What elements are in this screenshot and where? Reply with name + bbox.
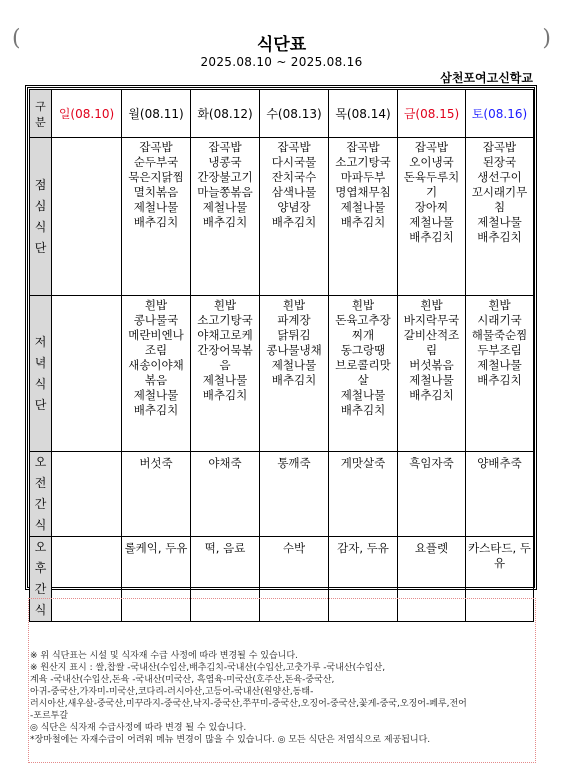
menu-cell-morning-snack-sat <box>466 452 534 537</box>
day-header-mon: 월(08.11) <box>122 90 191 138</box>
menu-item: 돈육두루치 <box>403 170 460 184</box>
menu-item: 제철나물 <box>133 200 179 214</box>
menu-item: 멸치볶음 <box>133 185 179 199</box>
menu-item: 음 <box>219 358 231 372</box>
menu-item: 돈육고추장 <box>335 313 391 327</box>
left-bracket-mark: ( <box>12 26 21 51</box>
menu-cell-dinner-mon <box>122 296 191 452</box>
menu-item: 새송이야채 <box>128 358 184 372</box>
menu-cell-morning-snack-mon <box>122 452 191 537</box>
menu-item: 오이냉국 <box>409 155 454 169</box>
notes-text <box>30 650 536 746</box>
menu-item: 감자, 두유 <box>337 541 389 555</box>
menu-item: 된장국 <box>482 155 517 169</box>
menu-item: 침 <box>493 200 506 214</box>
menu-item: 배추김치 <box>202 215 248 229</box>
menu-item: 버섯죽 <box>139 456 173 470</box>
menu-item: 흰밥 <box>213 298 237 312</box>
menu-cell-dinner-wed <box>260 296 329 452</box>
menu-item: 생선구이 <box>477 170 522 184</box>
menu-item: 두부조림 <box>477 343 522 357</box>
menu-item: 게맛살죽 <box>340 456 386 470</box>
menu-item: 콩나물국 <box>133 313 179 327</box>
menu-item: 조림 <box>144 343 168 357</box>
menu-cell-lunch-fri <box>398 138 466 296</box>
menu-cell-lunch-sun <box>52 138 122 296</box>
day-header-tue: 화(08.12) <box>191 90 260 138</box>
menu-item: 흰밥 <box>351 298 375 312</box>
menu-item: 간장불고기 <box>197 170 253 184</box>
menu-item: 배추김치 <box>477 373 522 387</box>
menu-table <box>29 89 534 622</box>
menu-item: 잡곡밥 <box>277 140 311 154</box>
right-bracket-mark: ) <box>542 26 551 51</box>
menu-item: 해물죽순찜 <box>471 328 528 342</box>
row-label-lunch: 점 심 식 단 <box>30 138 52 296</box>
menu-cell-lunch-mon <box>122 138 191 296</box>
menu-item: 살 <box>357 373 369 387</box>
menu-cell-lunch-sat <box>466 138 534 296</box>
document-title: 식단표 <box>256 35 307 55</box>
menu-item: 양념장 <box>277 200 311 214</box>
menu-item: 콩나물냉채 <box>266 343 322 357</box>
menu-item: 잡곡밥 <box>482 140 517 154</box>
menu-item: 배추김치 <box>340 403 386 417</box>
menu-item: 림 <box>425 343 438 357</box>
menu-item: 수박 <box>282 541 306 555</box>
menu-item: 배추김치 <box>133 215 179 229</box>
menu-cell-morning-snack-fri <box>398 452 466 537</box>
menu-item: 브로콜리맛 <box>335 358 391 372</box>
note-line: 아귀-중국산,가자미-미국산,코다리-러시아산,고등어-국내산(원양산,동태- <box>30 687 314 697</box>
day-header-thu: 목(08.14) <box>329 90 398 138</box>
menu-item: 마파두부 <box>340 170 386 184</box>
menu-item: 시래기국 <box>477 313 522 327</box>
note-line: 계육 -국내산(수입산,돈육 -국내산(미국산, 흑염육-미국산(호주산,돈육-중국산, <box>30 675 335 685</box>
menu-cell-morning-snack-tue <box>191 452 260 537</box>
menu-item: 유 <box>493 556 506 570</box>
menu-item: 제철나물 <box>477 358 522 372</box>
menu-item: 간장어묵볶 <box>197 343 253 357</box>
menu-item: 양배추죽 <box>477 456 522 470</box>
menu-item: 순두부국 <box>133 155 179 169</box>
menu-cell-lunch-wed <box>260 138 329 296</box>
menu-item: 배추김치 <box>409 388 454 402</box>
menu-item: 배추김치 <box>271 215 317 229</box>
menu-item: 볶음 <box>144 373 168 387</box>
menu-cell-dinner-thu <box>329 296 398 452</box>
note-line: ※ 원산지 표시 : 쌀,찹쌀 -국내산(수입산,배추김치-국내산(수입산,고춧가루 -국내산(수입산, <box>30 663 386 673</box>
menu-item: 갈비산적조 <box>403 328 460 342</box>
menu-item: 제철나물 <box>409 215 454 229</box>
menu-row-lunch <box>30 138 534 296</box>
note-line: -포르투갈 <box>30 711 69 721</box>
menu-item: 삼색나물 <box>271 185 317 199</box>
menu-item: 동그랑땡 <box>340 343 386 357</box>
menu-item: 제철나물 <box>340 200 386 214</box>
menu-item: 흰밥 <box>282 298 306 312</box>
menu-item: 장아찌 <box>414 200 449 214</box>
menu-item: 제철나물 <box>133 388 179 402</box>
menu-item: 요플렛 <box>414 541 449 555</box>
date-period: 2025.08.10 ~ 2025.08.16 <box>200 55 363 69</box>
menu-cell-dinner-sat <box>466 296 534 452</box>
menu-item: 묵은지닭찜 <box>128 170 184 184</box>
row-label-dinner: 저 녁 식 단 <box>30 296 52 452</box>
menu-item: 배추김치 <box>409 230 454 244</box>
day-header-fri: 금(08.15) <box>398 90 466 138</box>
note-line: ※ 위 식단표는 시설 및 식자재 수급 사정에 따라 변경될 수 있습니다. <box>30 651 298 661</box>
menu-item: 제철나물 <box>271 358 317 372</box>
menu-cell-morning-snack-thu <box>329 452 398 537</box>
menu-item: 냉콩국 <box>208 155 242 169</box>
school-name: 삼천포여고신학교 <box>440 71 533 85</box>
menu-item: 버섯볶음 <box>409 358 454 372</box>
menu-item: 통깨죽 <box>277 456 311 470</box>
menu-item: 바지락무국 <box>403 313 460 327</box>
menu-item: 마늘쫑볶음 <box>197 185 253 199</box>
menu-item: 제철나물 <box>202 200 248 214</box>
menu-cell-lunch-thu <box>329 138 398 296</box>
menu-item: 명엽채무침 <box>335 185 391 199</box>
menu-item: 흰밥 <box>144 298 168 312</box>
menu-item: 소고기탕국 <box>335 155 391 169</box>
menu-item: 롤케익, 두유 <box>124 541 188 555</box>
menu-item: 제철나물 <box>202 373 248 387</box>
menu-item: 흑임자죽 <box>409 456 454 470</box>
menu-item: 잡곡밥 <box>346 140 380 154</box>
menu-item: 배추김치 <box>271 373 317 387</box>
menu-cell-dinner-tue <box>191 296 260 452</box>
row-label-morning-snack: 오 전 간 식 <box>30 452 52 537</box>
menu-item: 제철나물 <box>340 388 386 402</box>
day-header-sat: 토(08.16) <box>466 90 534 138</box>
menu-item: 파계장 <box>277 313 311 327</box>
menu-item: 흰밥 <box>420 298 443 312</box>
note-line: 러시아산,새우살-중국산,미꾸라지-중국산,낙지-중국산,쭈꾸미-중국산,오징어-중국산,꽃게-중국,오징어-페루,전어 <box>30 699 467 709</box>
row-label-afternoon-snack: 오 후 간 식 <box>30 537 52 622</box>
menu-item: 소고기탕국 <box>197 313 253 327</box>
menu-item: 배추김치 <box>477 230 522 244</box>
menu-item: 야채죽 <box>208 456 242 470</box>
menu-item: 떡, 음료 <box>204 541 246 555</box>
menu-item: 기 <box>425 185 438 199</box>
menu-cell-lunch-tue <box>191 138 260 296</box>
menu-item: 찌개 <box>351 328 375 342</box>
note-line: *장마철에는 자재수급이 어려워 메뉴 변경이 많을 수 있습니다. ◎ 모든 식단은 저염식으로 제공됩니다. <box>30 735 431 745</box>
menu-item: 잔치국수 <box>271 170 317 184</box>
menu-row-dinner <box>30 296 534 452</box>
menu-item: 잡곡밥 <box>139 140 173 154</box>
menu-item: 흰밥 <box>488 298 511 312</box>
menu-row-morning-snack <box>30 452 534 537</box>
menu-cell-morning-snack-sun <box>52 452 122 537</box>
note-line: ◎ 식단은 식자재 수급사정에 따라 변경 될 수 있습니다. <box>30 723 247 733</box>
menu-cell-dinner-sun <box>52 296 122 452</box>
menu-item: 배추김치 <box>340 215 386 229</box>
menu-item: 다시국물 <box>271 155 317 169</box>
menu-item: 잡곡밥 <box>208 140 242 154</box>
menu-item: 메란비엔나 <box>128 328 184 342</box>
menu-item: 제철나물 <box>409 373 454 387</box>
day-header-wed: 수(08.13) <box>260 90 329 138</box>
menu-item: 카스타드, 두 <box>468 541 531 555</box>
menu-item: 야채고로케 <box>197 328 253 342</box>
menu-item: 제철나물 <box>477 215 522 229</box>
menu-cell-morning-snack-wed <box>260 452 329 537</box>
menu-cell-dinner-fri <box>398 296 466 452</box>
menu-item: 배추김치 <box>133 403 179 417</box>
header-row <box>30 90 534 138</box>
menu-item: 닭튀김 <box>277 328 311 342</box>
corner-label: 구 분 <box>30 90 52 138</box>
menu-item: 꼬시래기무 <box>471 185 528 199</box>
menu-item: 배추김치 <box>202 388 248 402</box>
menu-item: 잡곡밥 <box>414 140 449 154</box>
day-header-sun: 일(08.10) <box>52 90 122 138</box>
